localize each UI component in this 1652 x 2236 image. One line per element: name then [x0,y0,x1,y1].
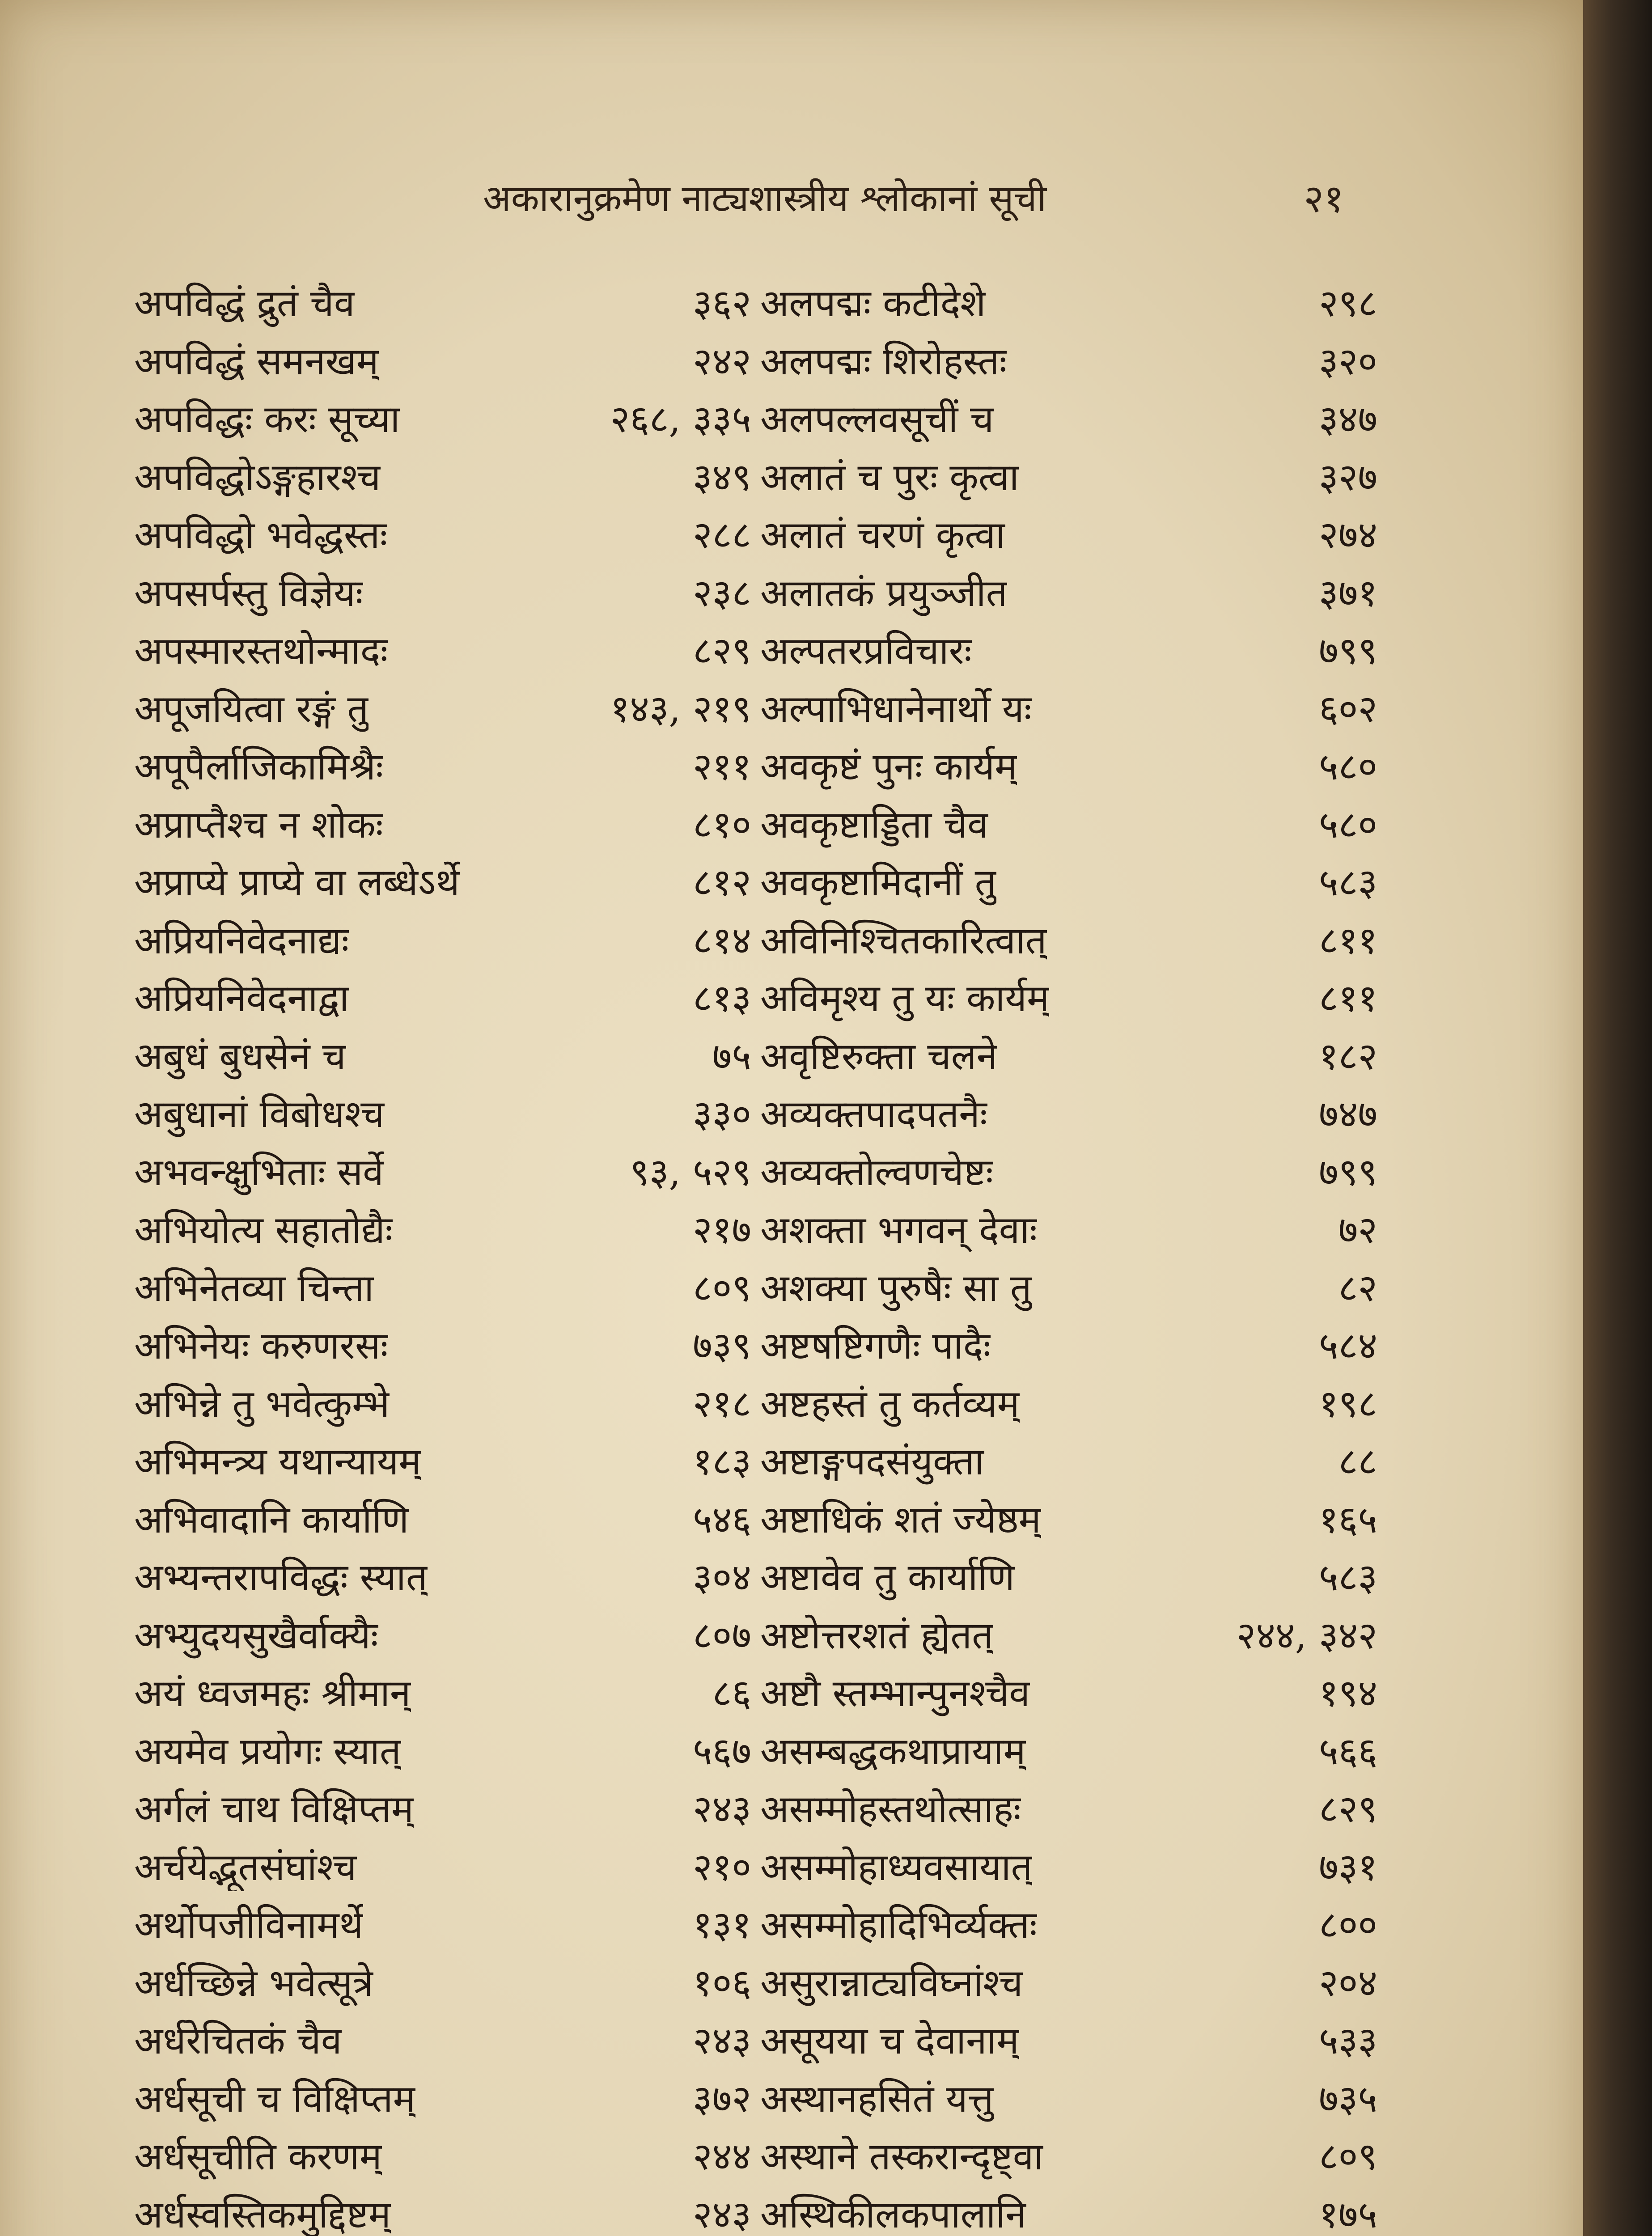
page-reference: १७५ [1318,2192,1377,2236]
verse-text: अपविद्धः करः सूच्या [134,397,400,441]
page-reference: २१० [692,1845,751,1889]
verse-text: अर्थोपजीविनामर्थे [134,1903,364,1947]
index-entry [134,968,751,1026]
page-reference: १०६ [692,1961,751,2005]
verse-text: अष्टषष्टिगणैः पादैः [760,1324,991,1368]
verse-text: अभिनेयः करुणरसः [134,1324,388,1368]
page-reference: २१८ [692,1381,751,1426]
verse-text: अपूपैर्लाजिकामिश्रैः [134,745,384,789]
index-entry [760,504,1377,563]
page-reference: ८६ [712,1671,751,1715]
index-entry [134,563,751,621]
page-reference: ७३५ [1318,2076,1377,2121]
verse-text: अभिन्ने तु भवेत्कुम्भे [134,1381,390,1426]
page-reference: २६८, ३३५ [610,397,751,441]
index-entry [134,852,751,910]
verse-text: अर्धसूचीति करणम् [134,2134,382,2179]
index-entry [760,1605,1377,1663]
index-entry [760,1084,1377,1142]
page-reference: ९३, ५२९ [630,1150,751,1194]
page-reference: ८११ [1318,918,1377,962]
page-reference: ५६७ [692,1729,751,1773]
page-reference: २४२ [692,339,751,383]
page-reference: ८०९ [1318,2134,1377,2179]
verse-text: अलातकं प्रयुञ्जीत [760,571,1008,615]
verse-text: असम्मोहाध्यवसायात् [760,1845,1033,1889]
verse-text: अप्रियनिवेदनाद्यः [134,918,349,962]
page-reference: ७९९ [1318,629,1377,673]
page-reference: ५८३ [1318,860,1377,905]
verse-text: अलातं च पुरः कृत्वा [760,455,1019,499]
verse-text: अवृष्टिरुक्ता चलने [760,1034,998,1078]
index-entry [134,1315,751,1373]
index-entry [134,1779,751,1837]
index-entry [760,1894,1377,1952]
page-reference: ६०२ [1318,686,1377,731]
verse-text: अप्राप्ये प्राप्ये वा लब्धेऽर्थे [134,860,460,905]
page-reference: ३७२ [692,2076,751,2121]
page-reference: ८११ [1318,976,1377,1021]
page-reference: २४३ [692,2192,751,2236]
page-reference: ३२७ [1318,455,1377,499]
index-column-right [760,273,1377,2236]
index-entry [134,331,751,389]
verse-text: अस्थिकीलकपालानि [760,2192,1026,2236]
verse-text: अर्धरेचितकं चैव [134,2019,342,2063]
index-column-left [134,273,751,2236]
verse-text: अलपद्मः शिरोहस्तः [760,339,1007,383]
index-entry [134,1258,751,1316]
verse-text: अव्यक्तोल्वणचेष्टः [760,1150,993,1194]
verse-text: अस्थानहसितं यत्तु [760,2076,994,2121]
verse-text: असूयया च देवानाम् [760,2019,1019,2063]
index-entry [760,1142,1377,1200]
page-reference: ५४६ [692,1497,751,1541]
page-reference: १६५ [1318,1497,1377,1541]
page-number: २१ [1304,177,1344,221]
index-entry [134,504,751,563]
verse-text: अल्पतरप्रविचारः [760,629,972,673]
index-entry [134,2010,751,2068]
verse-text: अष्टोत्तरशतं ह्येतत् [760,1613,993,1657]
verse-text: असम्मोहादिभिर्व्यक्तः [760,1903,1037,1947]
page-reference: २१७ [692,1208,751,1252]
verse-text: अबुधानां विबोधश्च [134,1092,385,1136]
page-reference: ३०४ [692,1555,751,1600]
page-reference: २७४ [1318,513,1377,557]
verse-text: अवकृष्टं पुनः कार्यम् [760,745,1017,789]
index-entry [134,678,751,737]
index-entry [760,1373,1377,1431]
index-entry [134,1721,751,1779]
index-entry [134,447,751,505]
verse-text: अभवन्क्षुभिताः सर्वे [134,1150,384,1194]
verse-text: अविनिश्चितकारित्वात् [760,918,1047,962]
page-reference: १३१ [692,1903,751,1947]
index-entry [760,910,1377,968]
index-entry [134,620,751,678]
index-entry [760,794,1377,852]
verse-text: अल्पाभिधानेनार्थो यः [760,686,1032,731]
index-entry [134,389,751,447]
verse-text: अर्धस्वस्तिकमुद्दिष्टम् [134,2192,391,2236]
page-reference: ५८३ [1318,1555,1377,1600]
index-entry [760,620,1377,678]
page-reference: २०४ [1318,1961,1377,2005]
index-entry [760,736,1377,794]
page-reference: ५८० [1318,745,1377,789]
page-reference: ८०७ [692,1613,751,1657]
index-entry [134,2068,751,2126]
index-entry [760,1026,1377,1084]
verse-text: अपविद्धं समनखम् [134,339,379,383]
index-entry [760,968,1377,1026]
page-reference: ८१४ [692,918,751,962]
page-reference: ८१२ [692,860,751,905]
verse-text: अशक्ता भगवन् देवाः [760,1208,1038,1252]
index-entry [134,1894,751,1952]
verse-text: अलपद्मः कटीदेशे [760,281,986,326]
index-entry [760,2184,1377,2236]
page-reference: १४३, २१९ [610,686,751,731]
index-entry [760,678,1377,737]
index-entry [134,1605,751,1663]
page-reference: ३६२ [692,281,751,326]
verse-text: अबुधं बुधसेनं च [134,1034,346,1078]
page-reference: ७३१ [1318,1845,1377,1889]
verse-text: अवकृष्टामिदानीं तु [760,860,996,905]
verse-text: अवकृष्टाड्डिता चैव [760,802,988,847]
index-entry [760,1952,1377,2011]
page-reference: २४३ [692,1787,751,1831]
page-reference: ८०९ [692,1266,751,1310]
index-entry [134,2126,751,2184]
page-reference: ३३० [692,1092,751,1136]
verse-text: अर्चयेद्भूतसंघांश्च [134,1845,357,1889]
page-reference: ३७१ [1318,571,1377,615]
verse-text: अभियोत्य सहातोद्यैः [134,1208,393,1252]
page-reference: ८१० [692,802,751,847]
page-reference: ८२ [1338,1266,1377,1310]
index-entry [134,1952,751,2011]
verse-text: अस्थाने तस्करान्दृष्ट्वा [760,2134,1044,2179]
index-entry [760,1663,1377,1721]
verse-text: अर्धसूची च विक्षिप्तम् [134,2076,415,2121]
index-entry [134,1547,751,1605]
verse-text: अभिनेतव्या चिन्ता [134,1266,374,1310]
page-reference: १९८ [1318,1381,1377,1426]
verse-text: अव्यक्तपादपतनैः [760,1092,987,1136]
page-reference: ५८० [1318,802,1377,847]
verse-text: अशक्या पुरुषैः सा तु [760,1266,1032,1310]
verse-text: असुरान्नाट्यविघ्नांश्च [760,1961,1023,2005]
verse-text: अप्रियनिवेदनाद्वा [134,976,349,1021]
page-reference: ८०० [1318,1903,1377,1947]
verse-text: अविमृश्य तु यः कार्यम् [760,976,1050,1021]
verse-text: असम्मोहस्तथोत्साहः [760,1787,1021,1831]
page-reference: ५३३ [1318,2019,1377,2063]
page-reference: ८१३ [692,976,751,1021]
index-entry [134,1663,751,1721]
verse-text: अपूजयित्वा रङ्गं तु [134,686,369,731]
index-entry [134,1142,751,1200]
verse-text: अभ्युदयसुखैर्वाक्यैः [134,1613,378,1657]
page-reference: २९८ [1318,281,1377,326]
verse-text: अभिवादानि कार्याणि [134,1497,409,1541]
page-reference: ५८४ [1318,1324,1377,1368]
verse-text: अर्गलं चाथ विक्षिप्तम् [134,1787,414,1831]
index-entry [760,389,1377,447]
verse-text: अष्टाधिकं शतं ज्येष्ठम् [760,1497,1041,1541]
page-reference: २४३ [692,2019,751,2063]
index-entry [760,1258,1377,1316]
verse-text: अपस्मारस्तथोन्मादः [134,629,388,673]
index-entry [760,331,1377,389]
page-reference: ७२ [1338,1208,1377,1252]
page-reference: ५६६ [1318,1729,1377,1773]
index-entry [760,1721,1377,1779]
index-entry [760,447,1377,505]
index-entry [760,1779,1377,1837]
page-reference: ८२९ [692,629,751,673]
index-entry [760,273,1377,331]
page-reference: ७४७ [1318,1092,1377,1136]
index-entry [134,1084,751,1142]
index-entry [134,1837,751,1895]
verse-text: अप्राप्तैश्च न शोकः [134,802,383,847]
page-reference: २३८ [692,571,751,615]
page-reference: १८२ [1318,1034,1377,1078]
index-entry [760,1315,1377,1373]
page-reference: ८८ [1338,1440,1377,1484]
page-reference: ८२९ [1318,1787,1377,1831]
index-entry [134,794,751,852]
page-reference: ७५ [712,1034,751,1078]
verse-text: असम्बद्धकथाप्रायाम् [760,1729,1026,1773]
verse-text: अयं ध्वजमहः श्रीमान् [134,1671,411,1715]
index-entry [134,273,751,331]
index-entry [760,1431,1377,1489]
index-entry [760,563,1377,621]
running-header-title: अकारानुक्रमेण नाट्यशास्त्रीय श्लोकानां सूची [483,178,1046,220]
verse-text: अयमेव प्रयोगः स्यात् [134,1729,401,1773]
verse-text: अलातं चरणं कृत्वा [760,513,1005,557]
verse-text: अपविद्धो भवेद्धस्तः [134,513,388,557]
verse-text: अपविद्धोऽङ्गहारश्च [134,455,381,499]
index-entry [760,852,1377,910]
page-reference: ७९९ [1318,1150,1377,1194]
index-entry [760,1199,1377,1258]
page-reference: २४४, ३४२ [1236,1613,1377,1657]
index-entry [134,1431,751,1489]
index-entry [134,1199,751,1258]
verse-text: अभ्यन्तरापविद्धः स्यात् [134,1555,428,1600]
index-entry [134,1026,751,1084]
page-reference: ३२० [1318,339,1377,383]
page-reference: ३४७ [1318,397,1377,441]
index-entry [760,2068,1377,2126]
verse-text: अष्टावेव तु कार्याणि [760,1555,1015,1600]
verse-text: अष्टहस्तं तु कर्तव्यम् [760,1381,1020,1426]
index-entry [760,2126,1377,2184]
verse-text: अष्टाङ्गपदसंयुक्ता [760,1440,984,1484]
page-reference: २११ [692,745,751,789]
verse-text: अर्धच्छिन्ने भवेत्सूत्रे [134,1961,373,2005]
verse-text: अष्टौ स्तम्भान्पुनश्चैव [760,1671,1030,1715]
page-reference: ७३९ [692,1324,751,1368]
index-entry [134,2184,751,2236]
page-reference: १८३ [692,1440,751,1484]
index-entry [760,1547,1377,1605]
index-entry [134,910,751,968]
page-edge [1583,0,1652,2236]
page-reference: १९४ [1318,1671,1377,1715]
verse-text: अपसर्पस्तु विज्ञेयः [134,571,363,615]
verse-text: अपविद्धं द्रुतं चैव [134,281,355,326]
verse-text: अभिमन्त्र्य यथान्यायम् [134,1440,421,1484]
verse-text: अलपल्लवसूचीं च [760,397,994,441]
index-entry [760,1837,1377,1895]
index-entry [134,736,751,794]
page-reference: २४४ [692,2134,751,2179]
page-reference: २८८ [692,513,751,557]
index-entry [134,1489,751,1547]
index-entry [760,1489,1377,1547]
index-entry [760,2010,1377,2068]
page-reference: ३४९ [692,455,751,499]
index-entry [134,1373,751,1431]
